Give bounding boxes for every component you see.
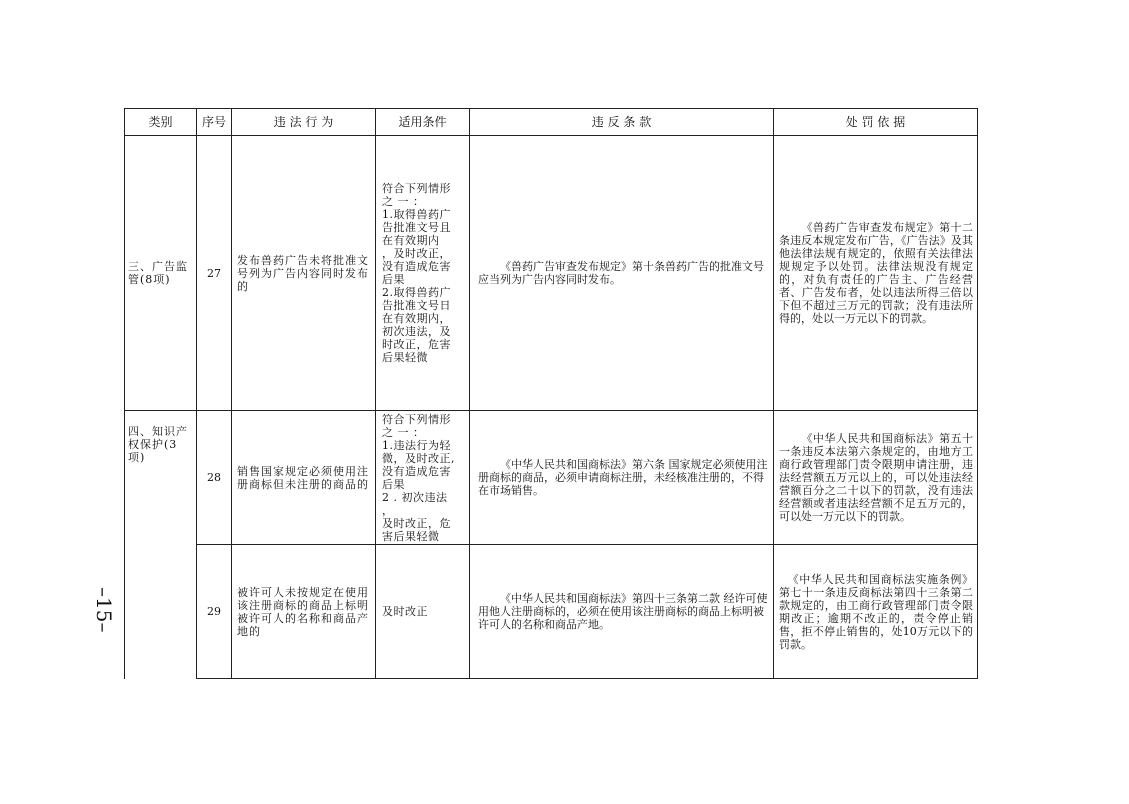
condition-line: 后果 — [382, 477, 405, 491]
condition-line: 之 一 ： — [382, 195, 425, 208]
clause-cell — [470, 545, 774, 679]
condition-line: 害后果轻微 — [382, 529, 440, 543]
condition-line: 在有效期内， — [382, 312, 451, 325]
basis-text: 《兽药广告审查发布规定》第十二条违反本规定发布广告，《广告法》及其他法律法规有规定的，依照有关法律法规规定予以处罚。法律法规没有规定的，对负有责任的广告主、广告经营者、广告发布者，处以违法所得三倍以下但不超过三万元的罚款；没有违法所得的，处以一万元以下的罚款。 — [779, 221, 973, 325]
number-cell: 28 — [197, 411, 232, 545]
condition-line: 及时改正，危 — [382, 516, 451, 530]
condition-line: 没有造成危害 — [382, 260, 451, 273]
condition-line: 1.取得兽药广 — [382, 208, 451, 221]
condition-line: 之 一 ： — [382, 425, 425, 439]
header-act: 违 法 行 为 — [232, 109, 376, 136]
condition-line: 1.违法行为轻 — [382, 438, 451, 452]
basis-text: 《中华人民共和国商标法》第五十一条违反本法第六条规定的，由地方工商行政管理部门责令限期申请注册，违法经营额五万元以上的，可以处违法经营额百分之二十以下的罚款，没有违法经营额或者违法经营额不足五万元的，可以处一万元以下的罚款。 — [779, 432, 973, 523]
condition-line: 告批准文号且 — [382, 221, 451, 234]
basis-cell — [774, 545, 978, 679]
page-number: –15– — [92, 587, 116, 633]
condition-cell: 及时改正 — [376, 545, 470, 679]
clause-cell — [470, 136, 774, 411]
regulation-table — [124, 108, 978, 679]
condition-line: 符合下列情形 — [382, 182, 451, 195]
number-cell: 29 — [197, 545, 232, 679]
condition-cell — [376, 136, 470, 411]
condition-line: 初次违法，及 — [382, 325, 451, 338]
basis-cell — [774, 136, 978, 411]
table-row — [125, 545, 978, 679]
table-row — [125, 411, 978, 545]
condition-line: 告批准文号日 — [382, 299, 451, 312]
header-number: 序号 — [197, 109, 232, 136]
basis-text: 《中华人民共和国商标法实施条例》第七十一条违反商标法第四十三条第二款规定的，由工商行政管理部门责令限期改正；逾期不改正的，责令停止销售，拒不停止销售的，处10万元以下的罚款。 — [779, 572, 973, 651]
condition-line: 后果轻微 — [382, 351, 428, 364]
number-cell: 27 — [197, 136, 232, 411]
condition-line: 没有造成危害 — [382, 464, 451, 478]
condition-line: 在有效期内 — [382, 234, 440, 247]
act-cell: 被许可人未按规定在使用该注册商标的商品上标明被许可人的名称和商品产地的 — [232, 545, 376, 679]
category-cell: 三、广告监管(8项) — [125, 136, 197, 411]
condition-line: 2 . 初次违法 — [382, 490, 448, 504]
table-header-row — [125, 109, 978, 136]
clause-text: 《中华人民共和国商标法》第六条 国家规定必须使用注册商标的商品，必须申请商标注册，未经核准注册的，不得在市场销售。 — [478, 458, 768, 497]
condition-line: ， — [382, 503, 394, 517]
act-cell: 销售国家规定必须使用注册商标但未注册的商品的 — [232, 411, 376, 545]
clause-text: 《兽药广告审查发布规定》第十条兽药广告的批准文号应当列为广告内容同时发布。 — [478, 260, 764, 286]
act-cell: 发布兽药广告未将批准文号列为广告内容同时发布的 — [232, 136, 376, 411]
condition-line: 2.取得兽药广 — [382, 286, 451, 299]
header-clause: 违 反 条 款 — [470, 109, 774, 136]
clause-cell — [470, 411, 774, 545]
header-basis: 处 罚 依 据 — [774, 109, 978, 136]
header-condition: 适用条件 — [376, 109, 470, 136]
header-category: 类别 — [125, 109, 197, 136]
condition-line: 后果 — [382, 273, 405, 286]
condition-line: 微，及时改正, — [382, 451, 455, 465]
condition-cell — [376, 411, 470, 545]
category-text: 四、知识产权保护(3项) — [128, 424, 188, 464]
clause-text: 《中华人民共和国商标法》第四十三条第二款 经许可使用他人注册商标的，必须在使用该注册商标的商品上标明被许可人的名称和商品产地。 — [478, 592, 768, 631]
condition-line: ，及时改正， — [382, 247, 451, 260]
table-row — [125, 136, 978, 411]
condition-line: 时改正，危害 — [382, 338, 451, 351]
category-cell — [125, 411, 197, 679]
condition-line: 符合下列情形 — [382, 412, 451, 426]
basis-cell — [774, 411, 978, 545]
